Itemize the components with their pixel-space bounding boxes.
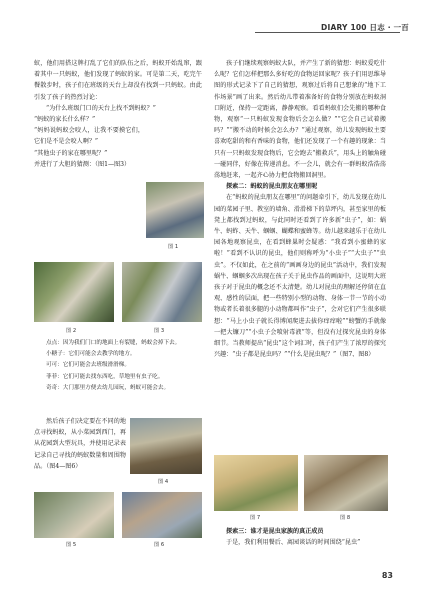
- section-heading-2: 探索二：蚂蚁的昆虫朋友在哪里呢: [226, 183, 318, 191]
- caption-figure-4: 图 4: [158, 479, 169, 485]
- guess-intro: 并进行了大胆的猜测：（图1—图3）: [34, 160, 131, 168]
- section-heading-3: 探索三：谁才是昆虫家族的真正成员: [226, 528, 324, 535]
- note-intro: 点点：因为我们门口的地面上有裂缝，蚂蚁会掉下去。: [46, 340, 181, 346]
- question-3: “妈妈说蚂蚁会咬人，让我不要摸它们，它们是不是会咬人啊？”: [34, 127, 144, 146]
- caption-figure-6: 图 6: [154, 542, 165, 548]
- caption-figure-3: 图 3: [154, 328, 165, 334]
- photo-figure-8: [304, 455, 388, 511]
- search-paragraph-block: [34, 416, 126, 472]
- photo-figure-3: [122, 262, 202, 322]
- caption-figure-2: 图 2: [66, 328, 77, 334]
- caption-figure-7: 图 7: [250, 515, 261, 521]
- note-line-1: 小糖子：它们可能会去教学的地方。: [46, 351, 136, 358]
- note-line-4: 奇奇：大门那里方便去幼儿园玩，蚂蚁可能会去。: [46, 384, 170, 391]
- note-line-3: 菲菲：它们可能去找东西吃，草地里有虫子吃。: [46, 373, 164, 380]
- right-column: [214, 58, 386, 360]
- children-notes: [34, 338, 202, 394]
- journal-header-title: DIARY 100 日志 · 一百: [321, 23, 409, 32]
- question-2: “蚂蚁的家长什么样？”: [34, 116, 96, 124]
- photo-figure-5: [34, 492, 114, 538]
- paragraph-true-members: 于是，我们利用餐后、离园谈话的时间围绕“昆虫”: [226, 539, 361, 547]
- photo-figure-1: [146, 182, 204, 238]
- photo-figure-2: [34, 262, 114, 322]
- caption-figure-1: 图 1: [168, 244, 179, 250]
- paragraph-intro: 蚁，他们用搭这牌打乱了它们的队伍之后，蚂蚁开始乱窜，跟着其中一只蚂蚁，他们发现了蚂蚁的家。可是第二天，吃完午餐散步时，孩子们在班级的天台上却没有找到一只蚂蚁。由此引发了孩子的热烈讨论：: [34, 60, 202, 101]
- caption-figure-5: 图 5: [66, 542, 77, 548]
- right-column-bottom: [214, 526, 386, 548]
- question-1: “为什么班级门口的天台上找不到蚂蚁？”: [46, 104, 156, 112]
- note-line-2: 可可：它们可能会去班级滑滑梯。: [46, 362, 130, 369]
- left-column: [34, 58, 202, 170]
- page-number: 83: [381, 571, 393, 580]
- photo-figure-4: [130, 418, 202, 474]
- caption-figure-8: 图 8: [340, 515, 351, 521]
- photo-figure-7: [214, 455, 298, 511]
- paragraph-search-ants: 然后孩子们决定要在不同的地点寻找蚂蚁，从小菜园到西门，再从花园到大型玩具，并使用记录表记录自己寻找的蚂蚁数量和周围物品。（图4—图6）: [34, 418, 126, 470]
- photo-figure-6: [122, 492, 202, 538]
- paragraph-food-observation: 孩子们继续观察蚂蚁大队，并产生了新的猜想：蚂蚁爱吃什么呢？它们怎样把那么多好吃的食物运回家呢？孩子们用思维导图的形式记录下了自己的猜想，观察过后将自己想象的“地下工作场景”画了出来。然后幼儿带着准备好的食物分别放在蚂蚁洞口附近，保持一定距离，静静观察。看看蚂蚁们会先搬的哪种食物，观察“一只蚂蚁发现食物后会怎么做？”“它会自己试着搬吗？”“搬不动的时候会怎么办？”通过观察，幼儿发现蚂蚁主要喜欢吃甜的和有香味的食物，他们还发现了一个有趣的现象：当只有一只蚂蚁发现食物后，它会跑去“搬救兵”，用头上的触角碰一碰同伴，好像在传递消息。不一会儿，就会有一群蚂蚁浩浩荡荡地赶来，一起齐心协力把食物搬回洞里。: [214, 60, 386, 180]
- question-4: “其他虫子的家在哪里呢？”: [34, 149, 108, 157]
- paragraph-insect-friends: 在“蚂蚁的昆虫朋友在哪里”的问题牵引下，幼儿发现在幼儿园的菜园子里、教室的墙角、滑滑梯下的草坪内，甚至家里的板凳上都找到过蚂蚁，与此同时还看到了许多新“虫子”，如：蜗牛、蚂蚱、天牛、蝈蝈、蝴蝶和蜜蜂等。幼儿越来越乐于在幼儿园各地观察昆虫，在看到蜂巢时会疑惑：“我看到小蜜蜂的家啦！”看到不认识的昆虫，他们则称呼为“小虫子”“大虫子”“虫虫”。不仅如此，在之前的“画画身边的昆虫”活动中，我们发现蜗牛、蝈蝈多次出现在孩子关于昆虫作品的画面中，这说明大班孩子对于昆虫的概念还不太清楚。幼儿对昆虫的理解还停留在直观、感性的层面，把一些特别小型的动物、身体一节一节的小动物或者长着很多腿的小动物都叫作“虫子”，会对它们产生很多联想：“马上小虫子就长得博闻爬进去拔你痒痒啦”“螃蟹的手就像一把大镰刀”“小虫子会喷射毒液”等，但没有过探究昆虫的身体细节。当教师提出“昆虫”这个词汇时，孩子们产生了浓厚的探究兴趣：“虫子都是昆虫吗？”“什么是昆虫呢？”（图7、图8）: [214, 194, 386, 359]
